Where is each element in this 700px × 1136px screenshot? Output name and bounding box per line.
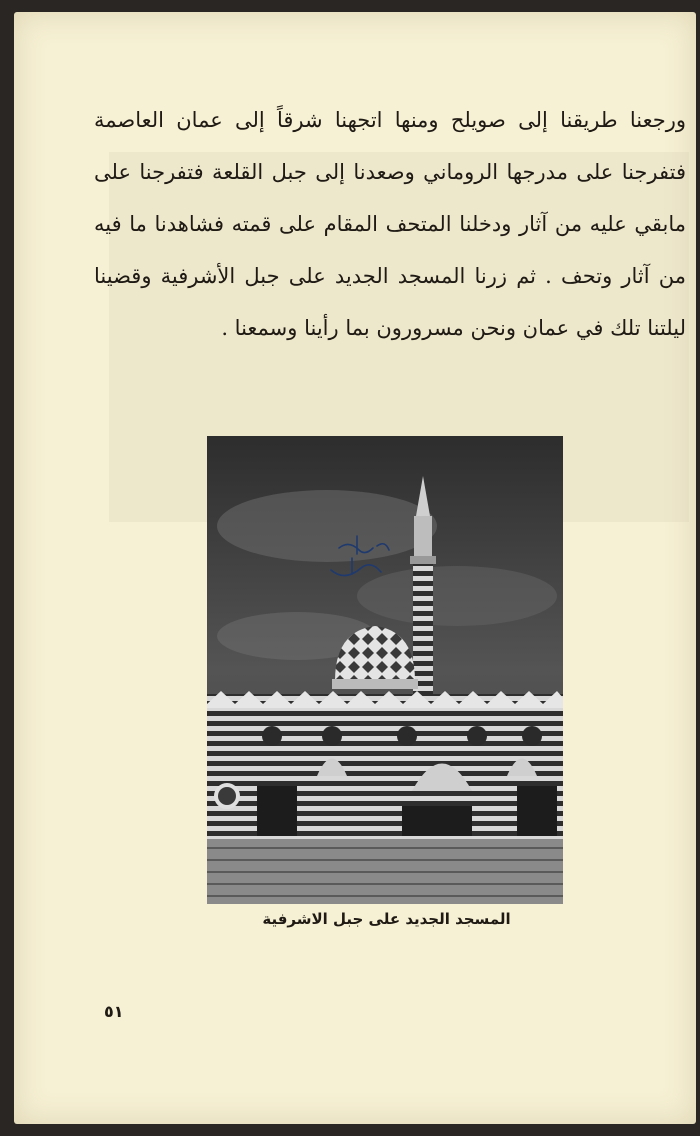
book-page [14, 12, 696, 1124]
body-paragraph [94, 94, 686, 354]
paragraph-text: ورجعنا طريقنا إلى صويلح ومنها اتجهنا شرقاً إلى عمان العاصمة فتفرجنا على مدرجها الروماني وصعدنا إلى جبل القلعة فتفرجنا على مابقي عليه من آثار ودخلنا المتحف المقام على قمته فشاهدنا ما فيه من آثار وتحف . ثم زرنا المسجد الجديد على جبل الأشرفية وقضينا ليلتنا تلك في عمان ونحن مسرورون بما رأينا وسمعنا . [94, 108, 686, 340]
photo-caption: المسجد الجديد على جبل الاشرفية [262, 910, 511, 928]
mosque-photograph [207, 436, 563, 904]
page-number: ٥١ [104, 1002, 124, 1021]
